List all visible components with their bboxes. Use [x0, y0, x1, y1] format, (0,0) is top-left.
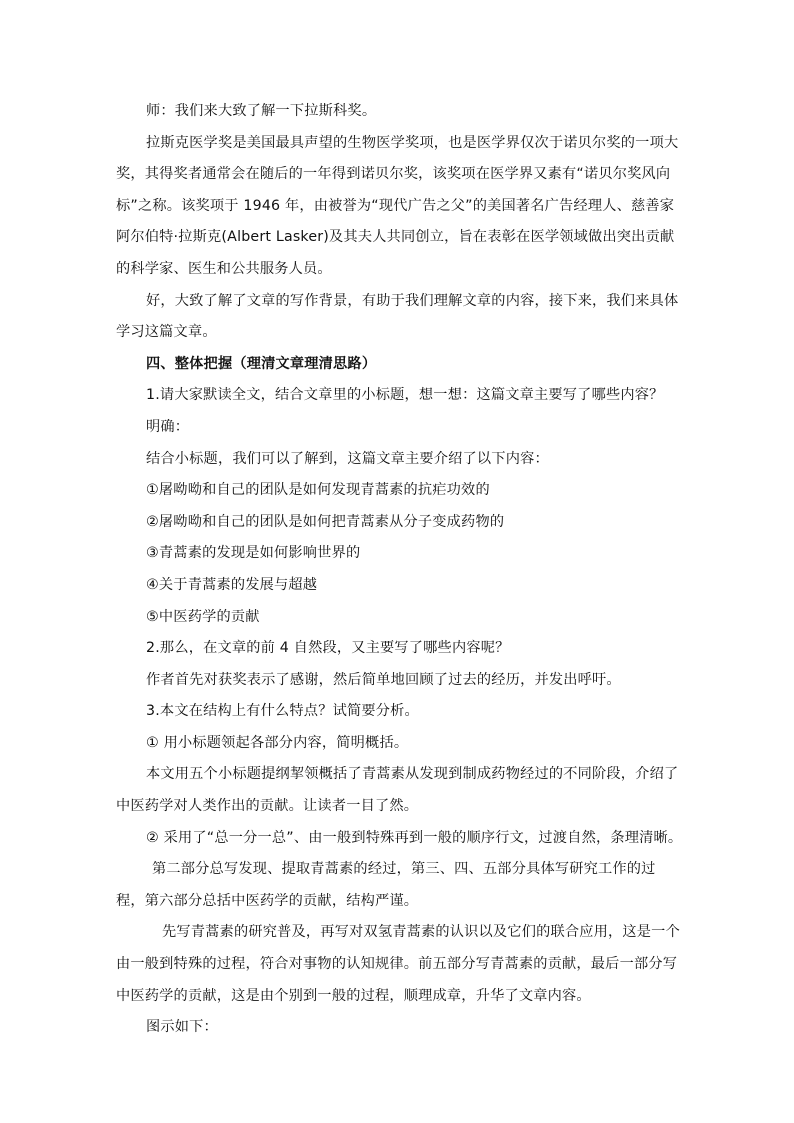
structure-point-1-detail: 本文用五个小标题提纲挈领概括了青蒿素从发现到制成药物经过的不同阶段，介绍了中医药学对人类作出的贡献。让读者一目了然。: [116, 766, 679, 815]
summary-intro: 结合小标题，我们可以了解到，这篇文章主要介绍了以下内容：: [146, 450, 549, 467]
answer-2: 作者首先对获奖表示了感谢，然后简单地回顾了过去的经历，并发出呼吁。: [146, 671, 621, 688]
question-1: 1.请大家默读全文，结合文章里的小标题，想一想：这篇文章主要写了哪些内容？: [146, 387, 664, 404]
transition-paragraph: 好，大致了解了文章的写作背景，有助于我们理解文章的内容，接下来，我们来具体学习这篇文章。: [116, 292, 679, 341]
list-item: ②屠呦呦和自己的团队是如何把青蒿素从分子变成药物的: [146, 513, 505, 530]
list-item: ①屠呦呦和自己的团队是如何发现青蒿素的抗疟功效的: [146, 482, 490, 499]
section-heading: 四、整体把握（理清文章理清思路）: [146, 355, 377, 372]
document-body: [116, 96, 684, 1044]
structure-point-2: ② 采用了“总一分一总”、由一般到特殊再到一般的顺序行文，过渡自然，条理清晰。: [146, 829, 683, 846]
figure-label: 图示如下：: [146, 1019, 218, 1036]
list-item: ④关于青蒿素的发展与超越: [146, 576, 318, 593]
structure-point-1: ① 用小标题领起各部分内容，简明概括。: [146, 734, 409, 751]
lasker-prize-paragraph: 拉斯克医学奖是美国最具声望的生物医学奖项，也是医学界仅次于诺贝尔奖的一项大奖，其得奖者通常会在随后的一年得到诺贝尔奖，该奖项在医学界又素有“诺贝尔奖风向标”之称。该奖项于 1946 年，由被誉为“现代广告之父”的美国著名广告经理人、慈善家阿尔伯特·拉斯克(Albert Lasker)及其夫人共同创立，旨在表彰在医学领域做出突出贡献的科学家、医生和公共服务人员。: [116, 134, 679, 277]
question-2: 2.那么，在文章的前 4 自然段，又主要写了哪些内容呢？: [146, 640, 510, 657]
structure-point-2-detail-a: 第二部分总写发现、提取青蒿素的经过，第三、四、五部分具体写研究工作的过程，第六部分总括中医药学的贡献，结构严谨。: [116, 861, 656, 909]
teacher-intro-line: 师：我们来大致了解一下拉斯科奖。: [146, 103, 377, 119]
list-item: ③青蒿素的发现是如何影响世界的: [146, 545, 361, 562]
structure-point-2-detail-b: 先写青蒿素的研究普及，再写对双氢青蒿素的认识以及它们的联合应用，这是一个由一般到特殊的过程，符合对事物的认知规律。前五部分写青蒿素的贡献，最后一部分写中医药学的贡献，这是由个别到一般的过程，顺理成章，升华了文章内容。: [116, 924, 680, 1004]
clarify-label: 明确：: [146, 418, 190, 435]
list-item: ⑤中医药学的贡献: [146, 608, 260, 625]
question-3: 3.本文在结构上有什么特点？试简要分析。: [146, 703, 419, 720]
